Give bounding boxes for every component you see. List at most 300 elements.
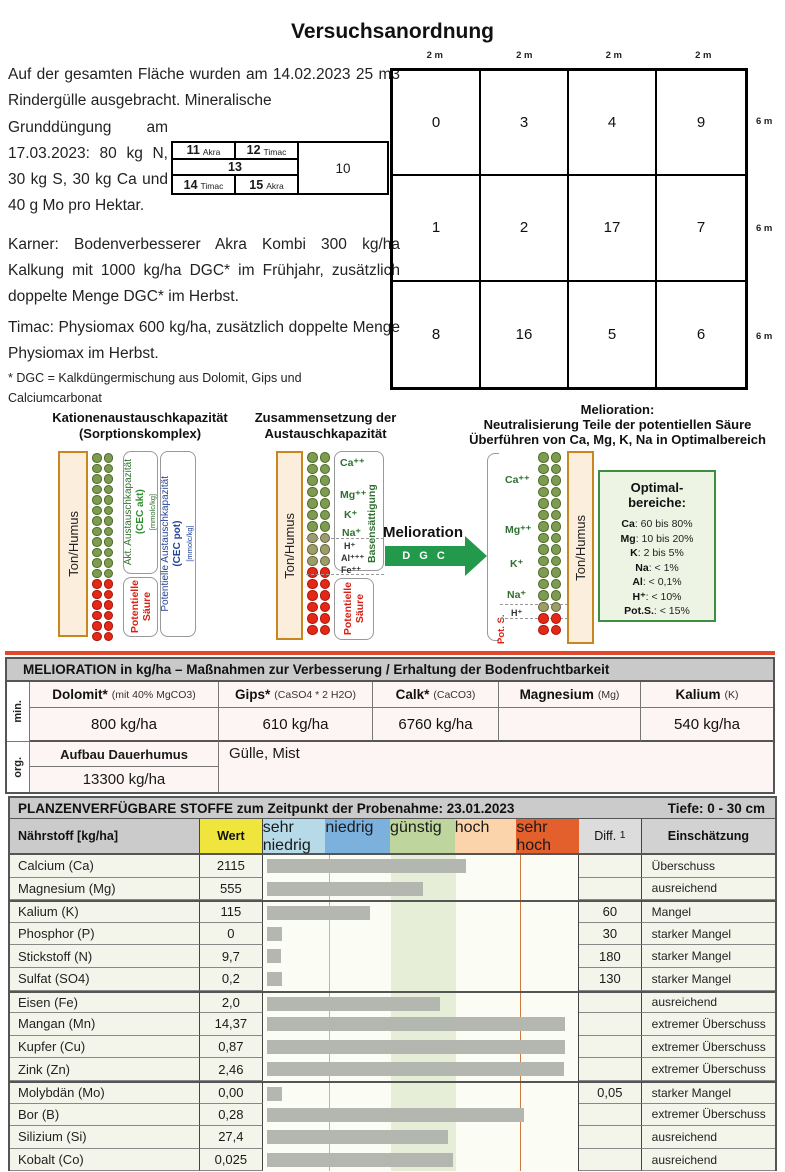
guenstig-zone-band	[391, 1083, 456, 1104]
ion-fe-label: Fe⁺⁺	[341, 565, 362, 575]
scale-header-0: sehr niedrig	[263, 819, 326, 853]
timac-paragraph: Timac: Physiomax 600 kg/ha, zusätzlich doppelte Menge Physiomax im Herbst.	[8, 319, 400, 363]
depth-label: Tiefe: 0 - 30 cm	[667, 800, 765, 816]
diagram2-colloid-dots	[307, 452, 330, 636]
green-dot	[92, 485, 102, 495]
diagram2-potential-acid-bracket: Potentielle Säure	[334, 578, 374, 640]
melioration-table	[5, 680, 775, 794]
scale-header-1: niedrig	[325, 819, 390, 853]
dgc-footnote: * DGC = Kalkdüngermischung aus Dolomit, Gips und Calciumcarbonat	[8, 371, 302, 405]
nutrient-rating: Überschuss	[642, 855, 775, 878]
colloid-dot-row	[538, 510, 561, 521]
low-guide-line	[329, 968, 330, 991]
nutrient-value: 115	[200, 900, 263, 923]
diagram1-ton-humus-bar: Ton/Humus	[58, 451, 88, 637]
legend-left-cells	[173, 143, 299, 193]
scale-header-4: sehr hoch	[516, 819, 579, 853]
plot-cell: 17	[569, 176, 657, 281]
nutrient-rating: starker Mangel	[642, 1081, 775, 1104]
nutrients-table-body	[8, 855, 777, 1171]
nutrient-rating: extremer Überschuss	[642, 1036, 775, 1059]
org-name-cell: Aufbau Dauerhumus	[30, 742, 219, 767]
ion-ca-label: Ca⁺⁺	[505, 474, 530, 486]
nutrient-row	[10, 900, 775, 923]
colloid-dot-row	[538, 625, 561, 636]
melioration-arrow-tip	[465, 536, 487, 576]
diagram2-dashed-separator-2	[306, 574, 384, 575]
legend-cell-13: 13	[173, 160, 297, 177]
olive-dot	[538, 602, 549, 613]
nutrient-bar-cell	[263, 878, 579, 901]
nutrient-bar	[267, 997, 440, 1011]
green-dot	[538, 544, 549, 555]
red-dot	[104, 632, 114, 642]
diagram1-title: Kationenaustauschkapazität (Sorptionskomplex)	[52, 410, 228, 441]
legend-cell-14: 14 Timac	[183, 177, 224, 192]
green-dot	[551, 498, 562, 509]
nutrient-row	[10, 1149, 775, 1172]
col-nutrient: Nährstoff [kg/ha]	[10, 819, 200, 853]
plot-cell: 8	[393, 282, 481, 387]
nutrient-value: 27,4	[200, 1126, 263, 1149]
colloid-dot-row	[307, 567, 330, 578]
colloid-dot-row	[538, 452, 561, 463]
colloid-dot-row	[538, 498, 561, 509]
plot-cell: 5	[569, 282, 657, 387]
nutrient-row	[10, 1013, 775, 1036]
nutrient-rating: ausreichend	[642, 878, 775, 901]
plot-grid	[390, 68, 748, 390]
colloid-dot-row	[538, 464, 561, 475]
nutrient-bar	[267, 1087, 282, 1101]
olive-dot	[320, 556, 331, 567]
red-dot	[92, 579, 102, 589]
col-einschaetzung: Einschätzung	[642, 819, 775, 853]
nutrient-rating: starker Mangel	[642, 923, 775, 946]
org-row-label	[7, 742, 30, 792]
ion-ca-label: Ca⁺⁺	[340, 457, 365, 469]
olive-dot	[307, 556, 318, 567]
optimal-range-key: Na	[635, 561, 649, 574]
legend-cell-11: 11 Akra	[173, 143, 234, 160]
nutrient-bar-cell	[263, 1013, 579, 1036]
nutrient-value: 0	[200, 923, 263, 946]
colloid-dot-row	[307, 487, 330, 498]
nutrient-row	[10, 1104, 775, 1127]
green-dot	[104, 474, 114, 484]
nutrient-bar-cell	[263, 923, 579, 946]
melioration-col-name	[641, 682, 773, 708]
nutrient-name: Stickstoff (N)	[10, 945, 200, 968]
green-dot	[92, 453, 102, 463]
red-dot	[320, 613, 331, 624]
colloid-dot-row	[307, 464, 330, 475]
green-dot	[104, 506, 114, 516]
red-dot	[320, 625, 331, 636]
green-dot	[104, 569, 114, 579]
nutrient-diff	[579, 855, 642, 878]
red-dot	[104, 611, 114, 621]
plot-cell: 6	[696, 325, 706, 343]
colloid-dot-row	[307, 544, 330, 555]
nutrient-bar	[267, 949, 281, 963]
ion-al-label: Al⁺⁺⁺	[341, 553, 365, 563]
nutrient-row	[10, 991, 775, 1014]
nutrient-bar	[267, 906, 370, 920]
green-dot	[104, 495, 114, 505]
colloid-dot-row	[538, 556, 561, 567]
diagram3-ton-humus-bar: Ton/Humus	[567, 451, 594, 644]
green-dot	[92, 464, 102, 474]
red-dot	[320, 590, 331, 601]
plot-cell: 3	[481, 71, 569, 176]
melioration-arrow: D G C	[385, 546, 465, 566]
red-dot	[320, 579, 331, 590]
plot-cell: 9	[657, 71, 745, 176]
colloid-dot-row	[92, 537, 113, 547]
red-dot	[307, 590, 318, 601]
green-dot	[538, 521, 549, 532]
colloid-dot-row	[92, 464, 113, 474]
green-dot	[92, 558, 102, 568]
high-guide-line	[520, 923, 521, 946]
green-dot	[104, 548, 114, 558]
nutrient-bar-cell	[263, 945, 579, 968]
optimal-range-line: Na: < 1%	[635, 561, 679, 574]
diagram1-cec-akt-bracket: Akt. Austauschkapazität (CEC akt) [mmolc/kg]	[123, 451, 158, 574]
green-dot	[551, 510, 562, 521]
optimal-ranges-list	[621, 517, 694, 619]
red-dot	[538, 613, 549, 624]
low-guide-line	[329, 945, 330, 968]
red-dot	[104, 600, 114, 610]
optimal-range-key: H⁺	[632, 590, 646, 603]
green-dot	[538, 510, 549, 521]
high-guide-line	[520, 1149, 521, 1172]
nutrient-diff	[579, 1104, 642, 1127]
section-divider-bar	[5, 651, 775, 655]
optimal-range-key: Ca	[621, 518, 635, 530]
green-dot	[104, 558, 114, 568]
melioration-col-value: 540 kg/ha	[641, 708, 773, 742]
optimal-range-line: Ca: 60 bis 80%	[621, 518, 693, 530]
guenstig-zone-band	[391, 945, 456, 968]
col-diff: Diff. 1	[579, 819, 642, 853]
colloid-dot-row	[538, 613, 561, 624]
green-dot	[551, 475, 562, 486]
nutrient-bar-cell	[263, 900, 579, 923]
nutrient-diff: 60	[579, 900, 642, 923]
green-dot	[104, 516, 114, 526]
nutrient-diff	[579, 1058, 642, 1081]
nutrient-rating: ausreichend	[642, 991, 775, 1014]
colloid-dot-row	[92, 611, 113, 621]
colloid-dot-row	[538, 590, 561, 601]
melioration-col-value: 800 kg/ha	[30, 708, 219, 742]
red-dot	[307, 625, 318, 636]
green-dot	[92, 527, 102, 537]
nutrient-name: Calcium (Ca)	[10, 855, 200, 878]
colloid-dot-row	[538, 475, 561, 486]
ion-mg-label: Mg⁺⁺	[340, 489, 367, 501]
high-guide-line	[520, 902, 521, 923]
green-dot	[307, 464, 318, 475]
green-dot	[551, 579, 562, 590]
colloid-dot-row	[92, 600, 113, 610]
org-note-cell: Gülle, Mist	[229, 745, 300, 762]
nutrient-value: 0,00	[200, 1081, 263, 1104]
nutrient-bar	[267, 1062, 564, 1076]
colloid-dot-row	[307, 498, 330, 509]
red-dot	[538, 625, 549, 636]
melioration-col-name-sub: (K)	[724, 688, 739, 701]
green-dot	[92, 569, 102, 579]
green-dot	[320, 498, 331, 509]
scale-header-2: günstig	[390, 819, 455, 853]
green-dot	[538, 487, 549, 498]
melioration-col-value: 6760 kg/ha	[373, 708, 499, 742]
intro-paragraph-2: Grunddüngung am 17.03.2023: 80 kg N, 30 kg S, 30 kg Ca und 40 g Mo pro Hektar.	[8, 119, 168, 215]
nutrient-diff	[579, 1126, 642, 1149]
colloid-dot-row	[307, 556, 330, 567]
nutrient-bar-cell	[263, 1036, 579, 1059]
nutrient-name: Eisen (Fe)	[10, 991, 200, 1014]
karner-paragraph: Karner: Bodenverbesserer Akra Kombi 300 kg/ha Kalkung mit 1000 kg/ha DGC* im Frühjahr, zusätzlich doppelte Menge DGC* im Herbst.	[8, 236, 400, 306]
nutrient-name: Kalium (K)	[10, 900, 200, 923]
nutrient-bar	[267, 972, 282, 986]
nutrient-bar-cell	[263, 1081, 579, 1104]
green-dot	[551, 521, 562, 532]
guenstig-zone-band	[391, 923, 456, 946]
melioration-arrow-label: Melioration	[383, 524, 464, 541]
nutrient-diff	[579, 878, 642, 901]
green-dot	[307, 498, 318, 509]
green-dot	[551, 544, 562, 555]
red-dot	[92, 611, 102, 621]
nutrient-row	[10, 1081, 775, 1104]
diagram1-potential-acid-bracket: Potentielle Säure	[123, 577, 158, 637]
colloid-dot-row	[92, 579, 113, 589]
melioration-col-name-text: Gips*	[235, 687, 271, 702]
nutrient-name: Mangan (Mn)	[10, 1013, 200, 1036]
nutrient-diff: 180	[579, 945, 642, 968]
legend-cell-12: 12 Timac	[234, 143, 297, 160]
nutrient-name: Bor (B)	[10, 1104, 200, 1127]
nutrient-row	[10, 1036, 775, 1059]
nutrient-diff	[579, 1149, 642, 1172]
nutrient-value: 2,0	[200, 991, 263, 1014]
optimal-ranges-box: Optimal- bereiche: Ca: 60 bis 80% Mg: 10 bis 20% K: 2 bis 5% Na: < 1% Al: < 0,1% H⁺: < 10% Pot.S.: < 15%	[598, 470, 716, 622]
green-dot	[538, 556, 549, 567]
green-dot	[538, 579, 549, 590]
plot-cell: 2	[481, 176, 569, 281]
nutrient-row	[10, 968, 775, 991]
green-dot	[307, 510, 318, 521]
nutrient-diff: 30	[579, 923, 642, 946]
green-dot	[551, 452, 562, 463]
red-dot	[551, 613, 562, 624]
green-dot	[538, 475, 549, 486]
green-dot	[551, 590, 562, 601]
green-dot	[538, 533, 549, 544]
nutrient-bar	[267, 882, 423, 896]
colloid-dot-row	[307, 510, 330, 521]
red-dot	[307, 567, 318, 578]
nutrient-value: 2115	[200, 855, 263, 878]
optimal-range-line: Al: < 0,1%	[632, 576, 682, 588]
low-guide-line	[329, 923, 330, 946]
optimal-range-line: Pot.S.: < 15%	[624, 605, 690, 617]
nutrient-rating: extremer Überschuss	[642, 1104, 775, 1127]
nutrient-rating: Mangel	[642, 900, 775, 923]
green-dot	[104, 485, 114, 495]
guenstig-zone-band	[391, 968, 456, 991]
nutrient-bar	[267, 859, 466, 873]
high-guide-line	[520, 855, 521, 878]
olive-dot	[320, 544, 331, 555]
nutrient-bar-cell	[263, 968, 579, 991]
col-wert: Wert	[200, 819, 263, 853]
nutrient-bar	[267, 1108, 524, 1122]
ion-na-label: Na⁺	[507, 589, 526, 601]
green-dot	[538, 498, 549, 509]
nutrient-value: 2,46	[200, 1058, 263, 1081]
nutrient-name: Phosphor (P)	[10, 923, 200, 946]
colloid-dot-row	[538, 487, 561, 498]
plot-cell: 7	[657, 176, 745, 281]
nutrient-value: 14,37	[200, 1013, 263, 1036]
green-dot	[538, 567, 549, 578]
green-dot	[92, 516, 102, 526]
nutrient-name: Molybdän (Mo)	[10, 1081, 200, 1104]
plot-col-width-label: 2 m	[516, 50, 533, 61]
green-dot	[307, 475, 318, 486]
high-guide-line	[520, 993, 521, 1014]
diagram1-cec-pot-bracket: Potentielle Austauschkapazität (CEC pot) [mmolc/kg]	[160, 451, 196, 637]
nutrient-rating: ausreichend	[642, 1126, 775, 1149]
colloid-dot-row	[92, 453, 113, 463]
high-guide-line	[520, 968, 521, 991]
red-dot	[92, 600, 102, 610]
nutrient-name: Magnesium (Mg)	[10, 878, 200, 901]
green-dot	[551, 487, 562, 498]
scale-header-3: hoch	[455, 819, 517, 853]
melioration-col-name	[499, 682, 641, 708]
red-dot	[92, 590, 102, 600]
optimal-range-key: Mg	[620, 532, 636, 545]
melioration-col-value: 610 kg/ha	[219, 708, 373, 742]
melioration-col-value	[499, 708, 641, 742]
org-value-cell: 13300 kg/ha	[30, 767, 219, 792]
red-dot	[307, 579, 318, 590]
colloid-dot-row	[307, 521, 330, 532]
nutrient-bar-cell	[263, 1149, 579, 1172]
nutrient-row	[10, 1126, 775, 1149]
red-dot	[320, 567, 331, 578]
green-dot	[92, 495, 102, 505]
colloid-dot-row	[538, 567, 561, 578]
melioration-col-name-text: Magnesium	[519, 687, 594, 702]
plot-col-width-label: 2 m	[426, 50, 443, 61]
melioration-table-header: MELIORATION in kg/ha – Maßnahmen zur Verbesserung / Erhaltung der Bodenfruchtbarkeit	[5, 657, 775, 680]
green-dot	[320, 510, 331, 521]
colloid-dot-row	[538, 602, 561, 613]
diagram3-title: Melioration: Neutralisierung Teile der potentiellen Säure Überführen von Ca, Mg, K, Na in Optimalbereich	[469, 402, 766, 447]
green-dot	[538, 464, 549, 475]
nutrient-bar-cell	[263, 1126, 579, 1149]
colloid-dot-row	[307, 475, 330, 486]
nutrient-name: Silizium (Si)	[10, 1126, 200, 1149]
olive-dot	[551, 602, 562, 613]
melioration-col-name-sub: (Mg)	[597, 688, 620, 701]
plot-cell: 1	[393, 176, 481, 281]
nutrient-value: 0,2	[200, 968, 263, 991]
nutrient-bar-cell	[263, 855, 579, 878]
green-dot	[551, 533, 562, 544]
green-dot	[551, 464, 562, 475]
diagram2-ton-humus-bar: Ton/Humus	[276, 451, 303, 640]
green-dot	[320, 464, 331, 475]
red-dot	[307, 602, 318, 613]
plot-cell: 16	[481, 282, 569, 387]
diagram3-left-bracket	[487, 453, 499, 641]
green-dot	[104, 527, 114, 537]
colloid-dot-row	[307, 590, 330, 601]
optimal-range-key: Pot.S.	[624, 605, 654, 617]
nutrient-row	[10, 945, 775, 968]
org-row-label-text: org.	[12, 756, 24, 778]
nutrient-bar	[267, 1040, 565, 1054]
colloid-dot-row	[92, 495, 113, 505]
nutrient-value: 0,87	[200, 1036, 263, 1059]
green-dot	[104, 464, 114, 474]
nutrient-bar	[267, 1017, 565, 1031]
colloid-dot-row	[92, 548, 113, 558]
colloid-dot-row	[92, 590, 113, 600]
nutrient-row	[10, 855, 775, 878]
nutrient-diff: 0,05	[579, 1081, 642, 1104]
green-dot	[307, 452, 318, 463]
plot-grid-row-labels	[756, 68, 772, 390]
plot-col-width-label: 2 m	[695, 50, 712, 61]
intro-paragraph-1: Auf der gesamten Fläche wurden am 14.02.2023 25 m3 Rindergülle ausgebracht. Mineralische	[8, 66, 400, 110]
nutrient-row	[10, 878, 775, 901]
green-dot	[538, 590, 549, 601]
red-dot	[104, 621, 114, 631]
green-dot	[307, 521, 318, 532]
red-dot	[104, 579, 114, 589]
plot-cell: 0	[393, 71, 481, 176]
high-guide-line	[520, 878, 521, 901]
high-guide-line	[520, 1126, 521, 1149]
melioration-col-name-sub: (mit 40% MgCO3)	[111, 688, 196, 701]
colloid-dot-row	[92, 474, 113, 484]
green-dot	[104, 453, 114, 463]
colloid-dot-row	[307, 452, 330, 463]
low-guide-line	[329, 1083, 330, 1104]
high-guide-line	[520, 1083, 521, 1104]
colloid-dot-row	[538, 521, 561, 532]
nutrient-name: Kobalt (Co)	[10, 1149, 200, 1172]
optimal-range-line: Mg: 10 bis 20%	[620, 532, 694, 545]
optimal-range-key: Al	[632, 576, 643, 588]
melioration-col-name-sub: (CaCO3)	[433, 688, 476, 701]
colloid-dot-row	[538, 579, 561, 590]
min-row-label: min.	[7, 682, 30, 742]
plot-grid-column-labels	[390, 50, 748, 61]
nutrient-row	[10, 1058, 775, 1081]
colloid-dot-row	[538, 544, 561, 555]
